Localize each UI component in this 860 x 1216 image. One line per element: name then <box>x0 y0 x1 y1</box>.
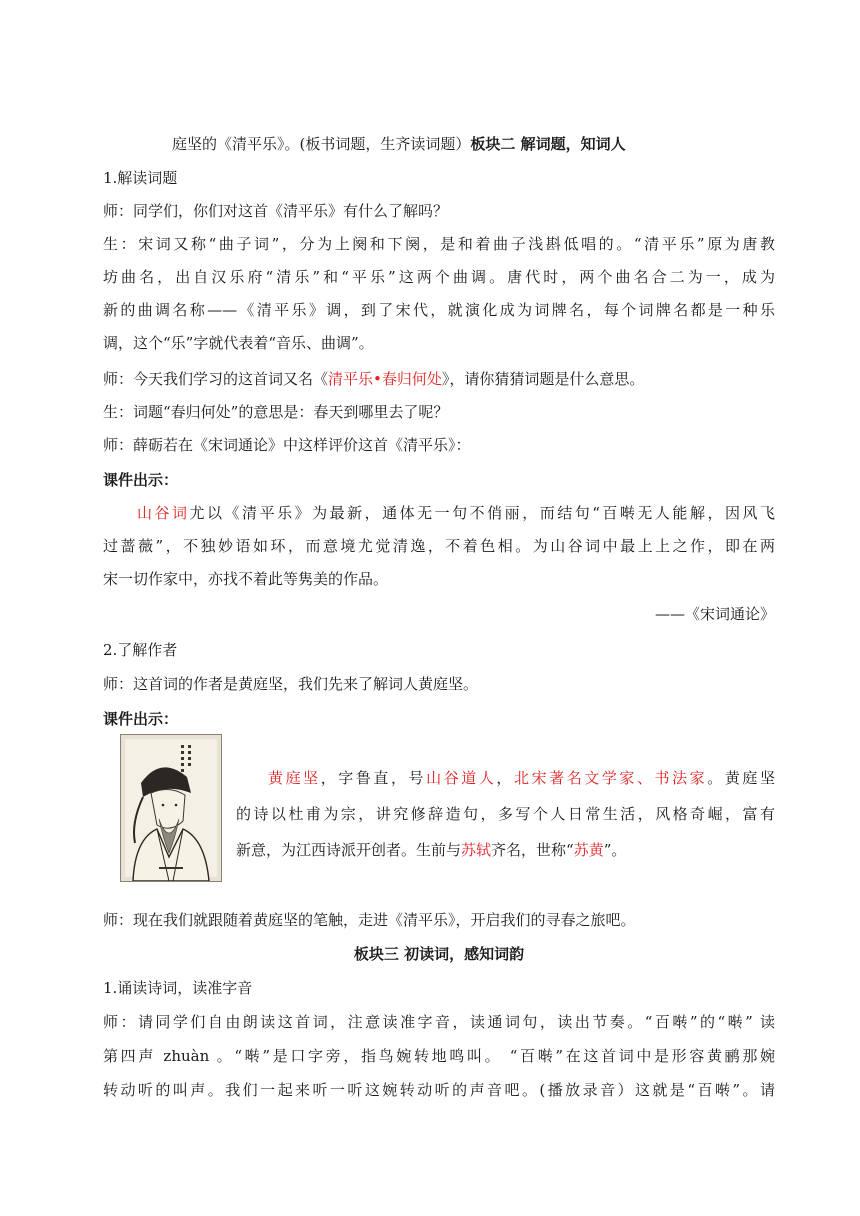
text-segment: 庭坚的《清平乐》。(板书词题，生齐读词题） <box>172 135 471 153</box>
text-line <box>103 201 775 221</box>
text-segment: 师：现在我们就跟随着黄庭坚的笔触，走进《清平乐》，开启我们的寻春之旅吧。 <box>103 911 636 929</box>
text-segment: 转动听的叫声。我们一起来听一听这婉转动听的声音吧。(播放录音）这就是“百啭”。请 <box>103 1081 775 1099</box>
text-segment: 课件出示： <box>103 471 179 489</box>
text-segment: 师：今天我们学习的这首词又名《 <box>103 370 329 388</box>
text-line <box>103 674 775 694</box>
text-line <box>103 944 775 964</box>
text-line <box>103 333 775 353</box>
text-line <box>103 640 775 660</box>
text-line <box>103 569 775 589</box>
text-segment: 第四声 zhuàn 。“啭”是口字旁，指鸟婉转地鸣叫。 “百啭”在这首词中是形容黄鹂那婉 <box>103 1047 775 1065</box>
text-line <box>103 910 775 930</box>
text-segment: 师：同学们，你们对这首《清平乐》有什么了解吗？ <box>103 202 449 220</box>
text-segment: ”。 <box>603 841 627 859</box>
text-line <box>103 369 775 389</box>
text-segment: 》，请你猜猜词题是什么意思。 <box>441 370 645 388</box>
text-segment: 的诗以杜甫为宗，讲究修辞造句，多写个人日常生活，风格奇崛，富有 <box>236 805 775 823</box>
text-segment: 齐名，世称“ <box>491 841 574 859</box>
text-segment: 2.了解作者 <box>103 641 178 659</box>
text-line <box>103 267 775 287</box>
text-segment: 。黄庭坚 <box>707 769 775 787</box>
text-segment: 坊曲名，出自汉乐府“清乐”和“平乐”这两个曲调。唐代时，两个曲名合二为一，成为 <box>103 268 775 286</box>
text-segment: 师：请同学们自由朗读这首词，注意读准字音，读通词句，读出节奏。“百啭”的“啭” 读 <box>103 1013 775 1031</box>
text-line <box>103 604 775 624</box>
text-segment: 过蔷薇”，不独妙语如环，而意境尤觉清逸，不着色相。为山谷词中最上上之作，即在两 <box>103 537 775 555</box>
text-line <box>103 536 775 556</box>
text-segment: 黄庭坚 <box>268 769 321 787</box>
text-segment: 师：这首词的作者是黄庭坚，我们先来了解词人黄庭坚。 <box>103 675 479 693</box>
text-line <box>103 168 775 188</box>
text-line <box>103 978 775 998</box>
text-segment: ，字鲁直，号 <box>320 769 427 787</box>
text-segment: 苏轼 <box>461 841 492 859</box>
text-line <box>103 709 775 729</box>
portrait-image <box>120 734 222 882</box>
text-line <box>103 300 775 320</box>
text-segment: 生：宋词又称“曲子词”，分为上阕和下阕，是和着曲子浅斟低唱的。“清平乐”原为唐教 <box>103 235 775 253</box>
text-segment: 山谷词 <box>137 504 190 522</box>
text-line <box>103 1012 775 1032</box>
text-line <box>103 402 775 422</box>
text-line <box>103 435 775 455</box>
text-segment: 北宋著名文学家、书法家 <box>514 769 708 787</box>
text-segment: 板块三 初读词，感知词韵 <box>353 945 525 963</box>
text-line <box>236 840 775 860</box>
text-segment: 调，这个“乐”字就代表着“音乐、曲调”。 <box>103 334 374 352</box>
text-segment: 宋一切作家中，亦找不着此等隽美的作品。 <box>103 570 389 588</box>
text-segment: 板块二 解词题，知词人 <box>470 135 626 153</box>
text-segment: 尤以《清平乐》为最新，通体无一句不俏丽，而结句“百啭无人能解，因风飞 <box>189 504 775 522</box>
text-line <box>268 768 775 788</box>
text-line <box>172 134 775 154</box>
text-segment: 生：词题“春归何处”的意思是：春天到哪里去了呢？ <box>103 403 449 421</box>
text-segment: 课件出示： <box>103 710 179 728</box>
portrait-drawing <box>121 735 221 881</box>
text-segment: 新的曲调名称——《清平乐》调，到了宋代，就演化成为词牌名，每个词牌名都是一种乐 <box>103 301 775 319</box>
text-line <box>103 1046 775 1066</box>
text-segment: 新意，为江西诗派开创者。生前与 <box>236 841 462 859</box>
text-segment: 清平乐•春归何处 <box>328 370 442 388</box>
text-line <box>103 1080 775 1100</box>
text-line <box>137 503 775 523</box>
text-segment: 1.解读词题 <box>103 169 178 187</box>
text-segment: 1.诵读诗词，读准字音 <box>103 979 253 997</box>
text-segment: ——《宋词通论》 <box>654 605 775 623</box>
text-line <box>103 470 775 490</box>
text-segment: 山谷道人 <box>426 769 497 787</box>
text-segment: 师：薛砺若在《宋词通论》中这样评价这首《清平乐》： <box>103 436 471 454</box>
text-segment: ， <box>496 769 514 787</box>
text-line <box>236 804 775 824</box>
text-line <box>103 234 775 254</box>
text-segment: 苏黄 <box>573 841 604 859</box>
